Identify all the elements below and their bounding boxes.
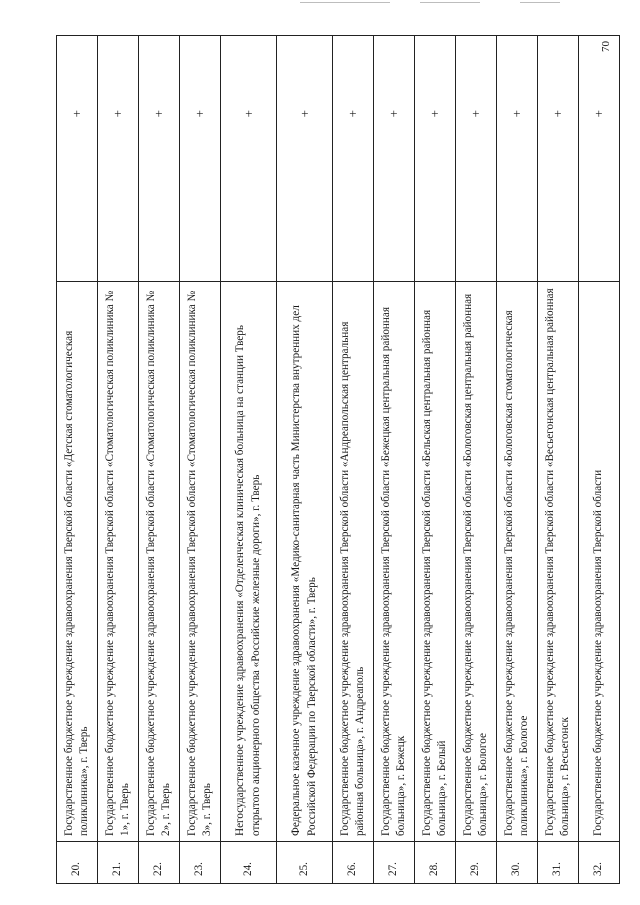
inclusion-mark: + bbox=[98, 36, 139, 282]
inclusion-mark: + bbox=[180, 36, 221, 282]
table-row bbox=[333, 36, 374, 884]
institution-name: Негосударственное учреждение здравоохранения «Отделенческая клиническая больница на станции Тверь открытого акционерного общества «Российские железные дороги», г. Тверь bbox=[221, 282, 277, 842]
inclusion-mark: + bbox=[57, 36, 98, 282]
institution-name: Государственное бюджетное учреждение здравоохранения Тверской области «Стоматологическая поликлиника № 1», г. Тверь bbox=[98, 282, 139, 842]
row-number: 32. bbox=[579, 842, 620, 884]
institution-name: Государственное бюджетное учреждение здравоохранения Тверской области «Бологовская центральная районная больница», г. Бологое bbox=[456, 282, 497, 842]
institution-name: Государственное бюджетное учреждение здравоохранения Тверской области bbox=[579, 282, 620, 842]
row-number: 21. bbox=[98, 842, 139, 884]
inclusion-mark: + bbox=[221, 36, 277, 282]
institution-name: Государственное бюджетное учреждение здравоохранения Тверской области «Детская стоматологическая поликлиника», г. Тверь bbox=[57, 282, 98, 842]
row-number: 29. bbox=[456, 842, 497, 884]
institution-name: Государственное бюджетное учреждение здравоохранения Тверской области «Весьегонская центральная районная больница», г. Весьегонск bbox=[538, 282, 579, 842]
inclusion-mark: + bbox=[139, 36, 180, 282]
inclusion-mark: + bbox=[415, 36, 456, 282]
institution-name: Государственное бюджетное учреждение здравоохранения Тверской области «Бельская центральная районная больница», г. Белый bbox=[415, 282, 456, 842]
inclusion-mark: + bbox=[374, 36, 415, 282]
row-number: 26. bbox=[333, 842, 374, 884]
table-row bbox=[221, 36, 277, 884]
table-row bbox=[579, 36, 620, 884]
inclusion-mark: + bbox=[333, 36, 374, 282]
institution-name: Государственное бюджетное учреждение здравоохранения Тверской области «Стоматологическая поликлиника № 3», г. Тверь bbox=[180, 282, 221, 842]
table-row bbox=[538, 36, 579, 884]
scan-artifact bbox=[420, 2, 480, 3]
inclusion-mark: + bbox=[538, 36, 579, 282]
row-number: 28. bbox=[415, 842, 456, 884]
row-number: 30. bbox=[497, 842, 538, 884]
table-row bbox=[374, 36, 415, 884]
page-number: 70 bbox=[600, 41, 612, 52]
institution-name: Государственное бюджетное учреждение здравоохранения Тверской области «Бежецкая центральная районная больница», г. Бежецк bbox=[374, 282, 415, 842]
inclusion-mark: + bbox=[456, 36, 497, 282]
row-number: 31. bbox=[538, 842, 579, 884]
row-number: 23. bbox=[180, 842, 221, 884]
row-number: 22. bbox=[139, 842, 180, 884]
table-body bbox=[57, 36, 620, 884]
institution-name: Государственное бюджетное учреждение здравоохранения Тверской области «Бологовская стоматологическая поликлиника», г. Бологое bbox=[497, 282, 538, 842]
institution-name: Государственное бюджетное учреждение здравоохранения Тверской области «Стоматологическая поликлиника № 2», г. Тверь bbox=[139, 282, 180, 842]
table-row bbox=[456, 36, 497, 884]
table-row bbox=[277, 36, 333, 884]
table-row bbox=[497, 36, 538, 884]
row-number: 20. bbox=[57, 842, 98, 884]
row-number: 25. bbox=[277, 842, 333, 884]
inclusion-mark: + bbox=[277, 36, 333, 282]
inclusion-mark: + bbox=[497, 36, 538, 282]
scan-artifact bbox=[300, 2, 390, 3]
inclusion-mark: + bbox=[579, 36, 620, 282]
institution-name: Федеральное казенное учреждение здравоохранения «Медико-санитарная часть Министерства внутренних дел Российской Федерации по Тверской области», г. Тверь bbox=[277, 282, 333, 842]
table-row bbox=[180, 36, 221, 884]
row-number: 24. bbox=[221, 842, 277, 884]
row-number: 27. bbox=[374, 842, 415, 884]
table-row bbox=[57, 36, 98, 884]
institution-name: Государственное бюджетное учреждение здравоохранения Тверской области «Андреапольская центральная районная больница», г. Андреаполь bbox=[333, 282, 374, 842]
table-row bbox=[139, 36, 180, 884]
table-row bbox=[98, 36, 139, 884]
table-row bbox=[415, 36, 456, 884]
institutions-table bbox=[56, 36, 620, 884]
scan-artifact bbox=[520, 2, 560, 3]
